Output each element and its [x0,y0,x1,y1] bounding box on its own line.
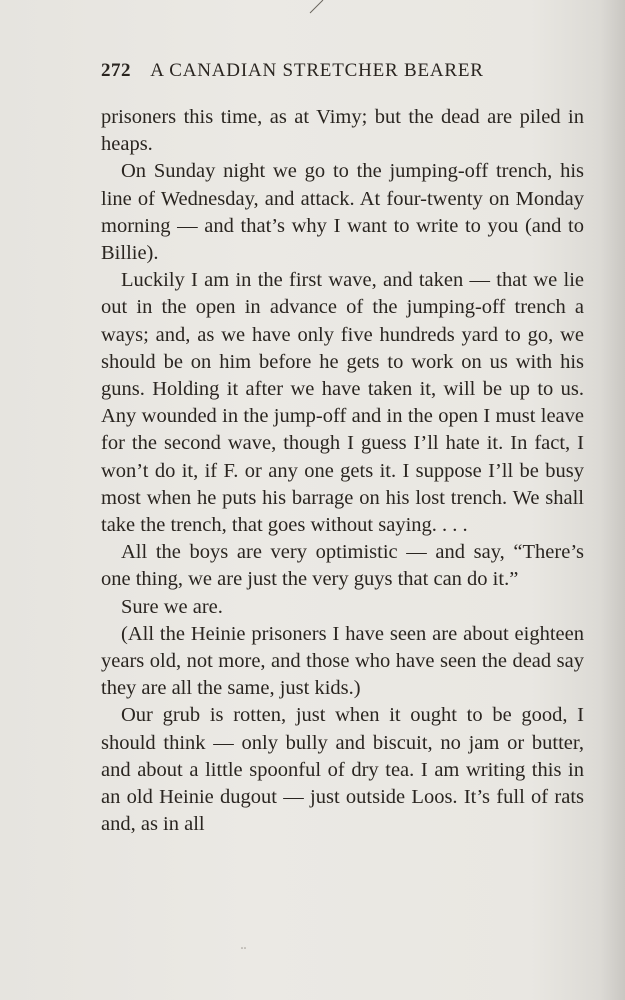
paragraph: On Sunday night we go to the jumping-off trench, his line of Wednesday, and attack. At four-twenty on Monday morning — and that’s why I want to write to you (and to Billie). [101,160,584,265]
paragraph: prisoners this time, as at Vimy; but the dead are piled in heaps. [101,106,584,156]
paragraph: Sure we are. [121,595,223,618]
speck-mark [240,945,248,951]
paragraph: (All the Heinie prisoners I have seen are about eighteen years old, not more, and those who have seen the dead say they are all the same, just kids.) [101,622,584,700]
running-title: A CANADIAN STRETCHER BEARER [150,60,484,81]
paragraph: Our grub is rotten, just when it ought to be good, I should think — only bully and biscuit, no jam or butter, and about a little spoonful of dry tea. I am writing this in an old Heinie dugout — just outside Loos. It’s full of rats and, as in all [101,704,584,836]
body-text [101,104,584,838]
paragraph: Luckily I am in the first wave, and taken — that we lie out in the open in advance of the jumping-off trench a ways; and, as we have only five hundreds yard to go, we should be on him before he gets to work on us with his guns. Holding it after we have taken it, will be up to us. Any wounded in the jump-off and in the open I must leave for the second wave, though I guess I’ll hate it. In fact, I won’t do it, if F. or any one gets it. I suppose I’ll be busy most when he puts his barrage on his lost trench. We shall take the trench, that goes without saying. . . . [101,269,584,537]
pencil-mark [308,0,324,14]
page-number: 272 [101,60,131,81]
paragraph: All the boys are very optimistic — and say, “There’s one thing, we are just the very guys that can do it.” [101,541,584,591]
page-header [101,60,581,82]
